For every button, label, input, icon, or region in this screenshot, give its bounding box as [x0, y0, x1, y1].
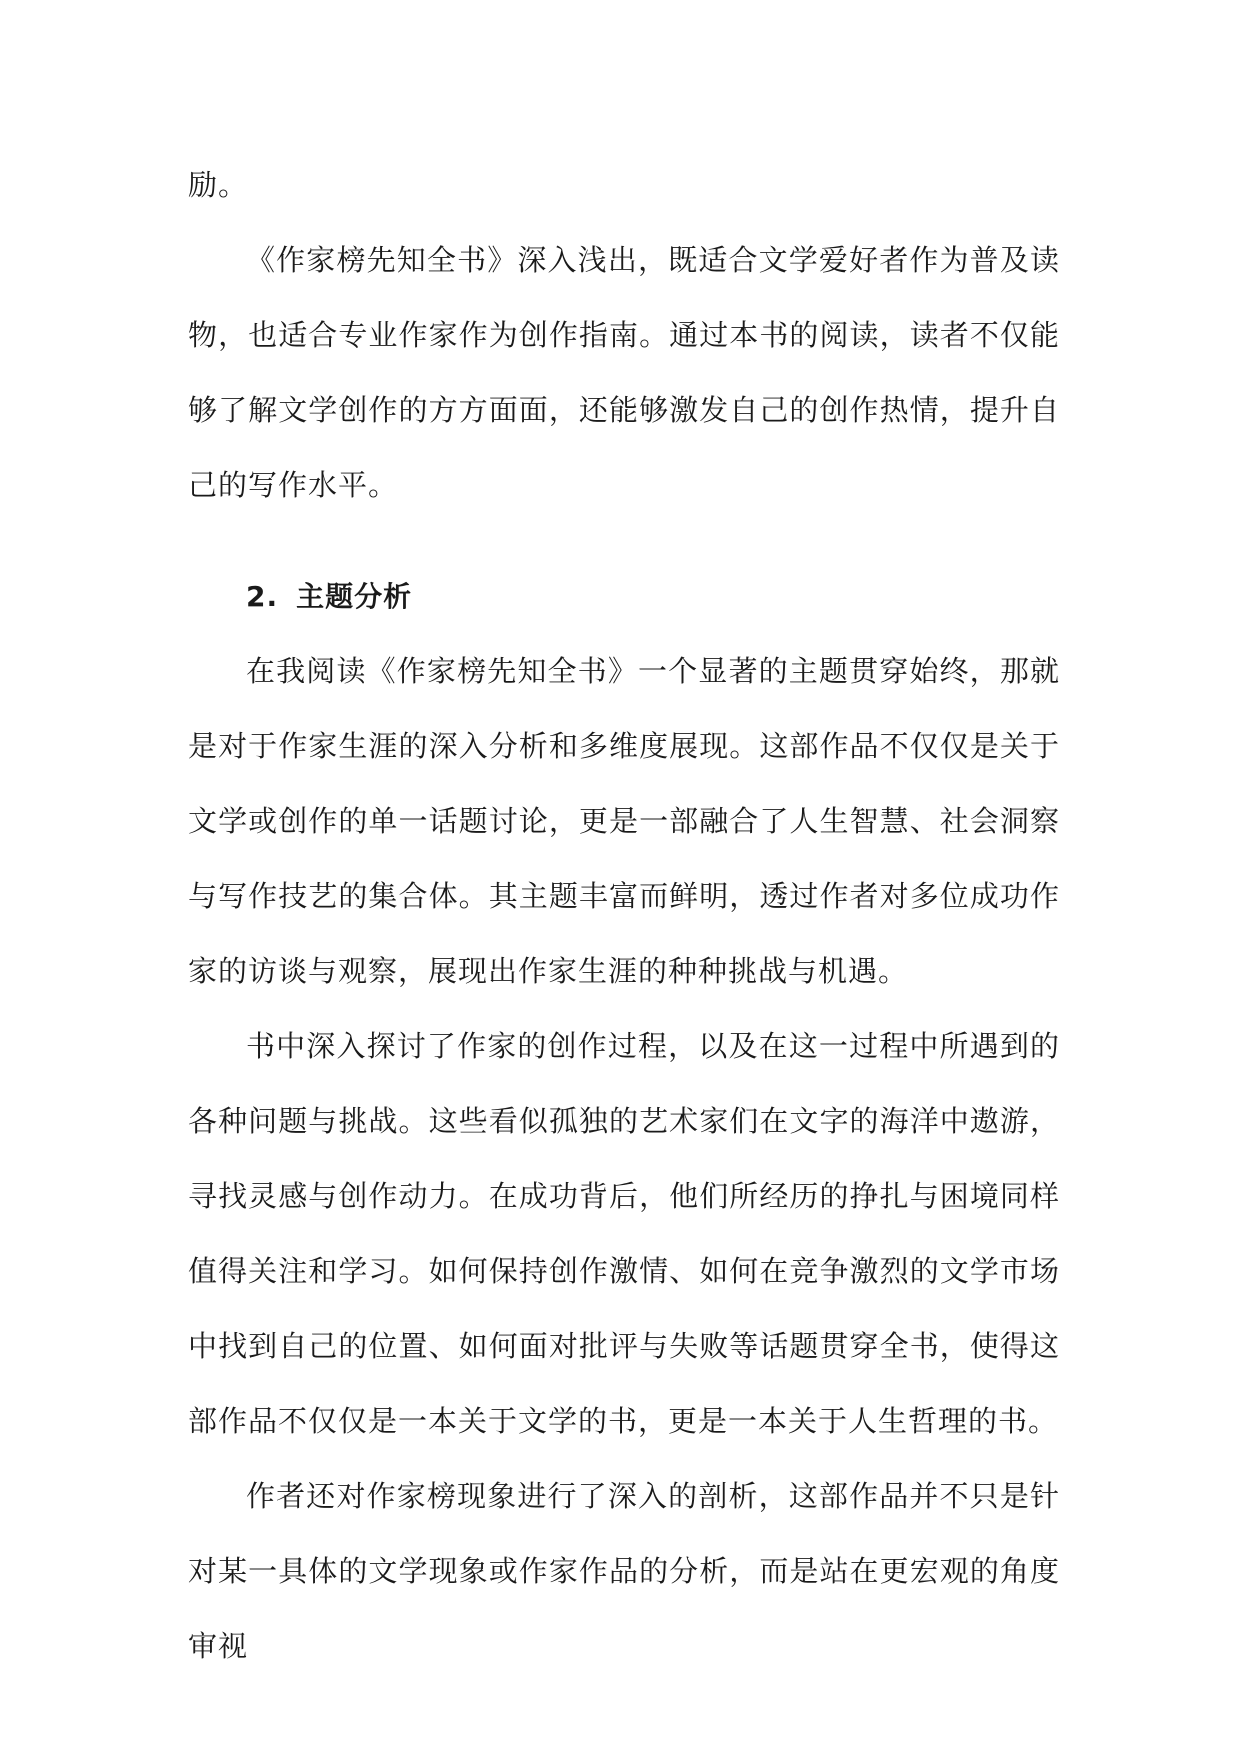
document-body	[188, 148, 1060, 1684]
paragraph-book-summary: 《作家榜先知全书》深入浅出，既适合文学爱好者作为普及读物，也适合专业作家作为创作指南。通过本书的阅读，读者不仅能够了解文学创作的方方面面，还能够激发自己的创作热情，提升自己的写作水平。	[188, 243, 1060, 502]
section-number: 2.	[246, 580, 279, 613]
paragraph-phenomenon-analysis: 作者还对作家榜现象进行了深入的剖析，这部作品并不只是针对某一具体的文学现象或作家作品的分析，而是站在更宏观的角度审视	[188, 1479, 1060, 1663]
paragraph-continuation: 励。	[188, 168, 249, 202]
section-heading	[188, 559, 1060, 634]
paragraph-theme-intro: 在我阅读《作家榜先知全书》一个显著的主题贯穿始终，那就是对于作家生涯的深入分析和多维度展现。这部作品不仅仅是关于文学或创作的单一话题讨论，更是一部融合了人生智慧、社会洞察与写作技艺的集合体。其主题丰富而鲜明，透过作者对多位成功作家的访谈与观察，展现出作家生涯的种种挑战与机遇。	[188, 654, 1060, 988]
section-title: 主题分析	[296, 580, 413, 613]
paragraph-creative-process: 书中深入探讨了作家的创作过程，以及在这一过程中所遇到的各种问题与挑战。这些看似孤独的艺术家们在文字的海洋中遨游，寻找灵感与创作动力。在成功背后，他们所经历的挣扎与困境同样值得关注和学习。如何保持创作激情、如何在竞争激烈的文学市场中找到自己的位置、如何面对批评与失败等话题贯穿全书，使得这部作品不仅仅是一本关于文学的书，更是一本关于人生哲理的书。	[188, 1029, 1060, 1438]
